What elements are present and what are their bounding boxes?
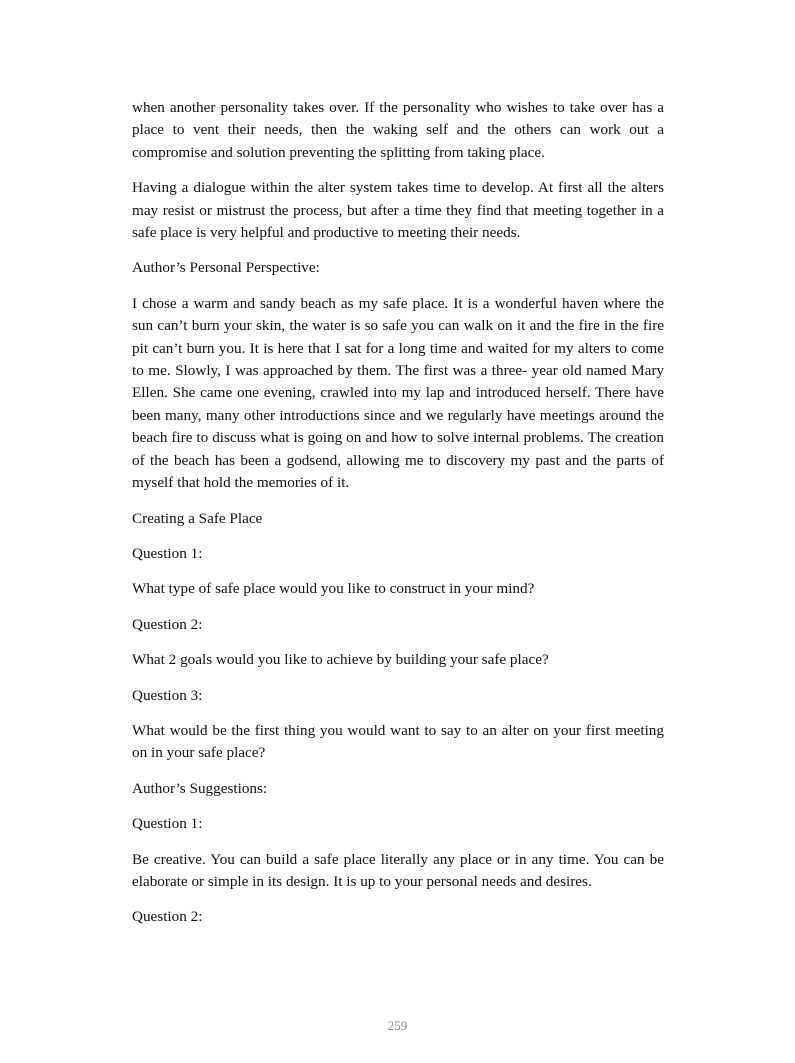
heading-authors-perspective: Author’s Personal Perspective: — [132, 259, 320, 277]
heading-authors-suggestions: Author’s Suggestions: — [132, 779, 268, 797]
page-number: 259 — [387, 1018, 408, 1033]
question-2-label: Question 2: — [132, 615, 203, 633]
paragraph-dialogue: Having a dialogue within the alter system takes time to develop. At first all the alters may resist or mistrust the process, but after a time they find that meeting together in a safe place is very helpful and productive to meeting their needs. — [132, 179, 664, 242]
page-body — [132, 97, 664, 942]
question-3-label: Question 3: — [132, 686, 203, 704]
heading-creating-safe-place: Creating a Safe Place — [132, 509, 263, 527]
paragraph-beach: I chose a warm and sandy beach as my safe place. It is a wonderful haven where the sun can’t burn your skin, the water is so safe you can walk on it and the fire in the fire pit can’t burn you. It is here that I sat for a long time and waited for my alters to come to me. Slowly, I was approached by them. The first was a three- year old named Mary Ellen. She came one evening, crawled into my lap and introduced herself. There have been many, many other introductions since and we regularly have meetings around the beach fire to discuss what is going on and how to solve internal problems. The creation of the beach has been a godsend, allowing me to discovery my past and the parts of myself that hold the memories of it. — [132, 294, 664, 492]
suggestion-1-text: Be creative. You can build a safe place literally any place or in any time. You can be elaborate or simple in its design. It is up to your personal needs and desires. — [132, 850, 664, 890]
question-2-text: What 2 goals would you like to achieve by building your safe place? — [132, 651, 549, 669]
question-3-text: What would be the first thing you would want to say to an alter on your first meeting on in your safe place? — [132, 721, 664, 762]
paragraph-splitting: when another personality takes over. If the personality who wishes to take over has a place to vent their needs, then the waking self and the others can work out a compromise and solution preventing the splitting from taking place. — [132, 99, 664, 161]
question-1-label: Question 1: — [132, 544, 203, 562]
suggestion-1-label: Question 1: — [132, 815, 203, 833]
question-1-text: What type of safe place would you like to construct in your mind? — [132, 580, 535, 598]
suggestion-2-label: Question 2: — [132, 908, 203, 926]
